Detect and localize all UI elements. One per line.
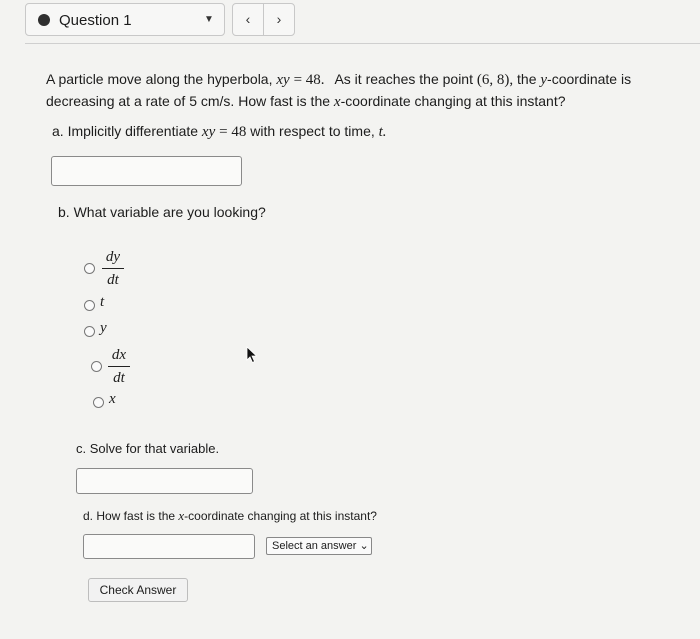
part-d-answer-input[interactable]: [83, 534, 255, 559]
top-bar: [0, 0, 700, 44]
option-dx-dt-fraction: dx dt: [108, 346, 130, 387]
problem-line-2: decreasing at a rate of 5 cm/s. How fast is the x-coordinate changing at this instant?: [46, 93, 566, 110]
check-answer-button[interactable]: Check Answer: [88, 578, 188, 602]
question-label: Question 1: [59, 12, 132, 29]
chevron-down-icon: ⌄: [359, 540, 369, 552]
option-x-label: x: [109, 391, 116, 407]
caret-down-icon: ▼: [204, 14, 214, 25]
option-x-radio[interactable]: [93, 397, 104, 408]
option-t-radio[interactable]: [84, 300, 95, 311]
units-select[interactable]: [266, 537, 372, 555]
part-a-label: a. Implicitly differentiate xy = 48 with respect to time, t.: [52, 123, 387, 140]
chevron-left-icon: ‹: [245, 11, 251, 27]
header-divider: [25, 43, 700, 44]
units-select-label: Select an answer: [272, 540, 357, 552]
part-d-label: d. How fast is the x-coordinate changing at this instant?: [83, 508, 377, 523]
option-dy-dt-radio[interactable]: [84, 263, 95, 274]
part-a-answer-input[interactable]: [51, 156, 242, 186]
option-t-label: t: [100, 294, 105, 310]
next-question-button[interactable]: [263, 3, 295, 36]
problem-line-1: A particle move along the hyperbola, xy = 48. As it reaches the point (6, 8), the y-coordinate is: [46, 71, 632, 88]
mouse-cursor-icon: [246, 346, 258, 364]
option-y-radio[interactable]: [84, 326, 95, 337]
previous-question-button[interactable]: [232, 3, 264, 36]
part-c-answer-input[interactable]: [76, 468, 253, 494]
part-c-label: c. Solve for that variable.: [76, 441, 220, 456]
status-dot-icon: [38, 14, 50, 26]
question-selector[interactable]: [25, 3, 225, 36]
option-dy-dt-fraction: dy dt: [102, 248, 124, 289]
option-y-label: y: [100, 320, 107, 336]
part-b-label: b. What variable are you looking?: [58, 204, 266, 220]
chevron-right-icon: ›: [276, 11, 282, 27]
option-dx-dt-radio[interactable]: [91, 361, 102, 372]
